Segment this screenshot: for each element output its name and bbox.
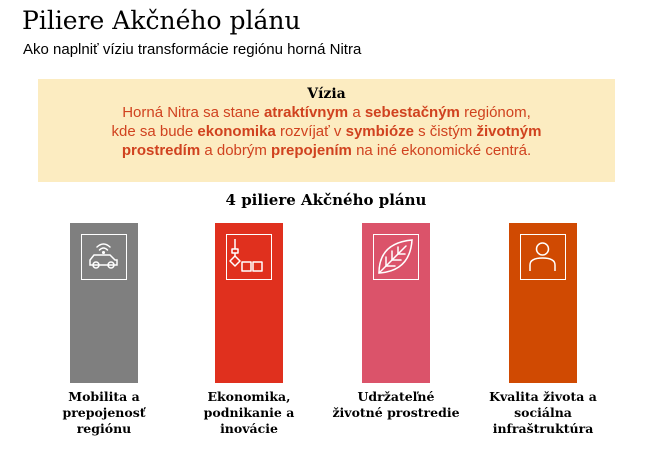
vision-keyword: ekonomika [197,123,276,140]
person-icon [520,234,566,280]
vision-keyword: symbióze [345,123,414,140]
vision-keyword: sebestačným [364,104,460,121]
vision-keyword: atraktívnym [263,104,349,121]
vision-text-part: Horná Nitra sa stane [122,104,264,121]
page-subtitle: Ako naplniť víziu transformácie regiónu horná Nitra [23,41,362,58]
vision-box [38,79,615,182]
pillar-label-quality-of-life: Kvalita života a sociálna infraštruktúra [489,389,597,436]
car-wifi-icon [81,234,127,280]
pillar-economy [215,223,283,383]
vision-keyword: životným prostredím [121,123,542,159]
crane-boxes-icon [226,234,272,280]
vision-text-part: regiónom, kde sa bude [111,104,531,140]
vision-text-part: a dobrým [200,142,272,159]
vision-text-part: a [348,104,365,121]
pillar-quality-of-life [509,223,577,383]
vision-text [112,103,542,160]
vision-text-part: rozvíjať v [275,123,346,140]
pillar-label-economy: Ekonomika, podnikanie a inovácie [203,389,295,436]
vision-title: Vízia [307,86,346,102]
vision-text-part: s čistým [413,123,477,140]
vision-text-part: na iné ekonomické centrá. [351,142,532,159]
leaf-icon [373,234,419,280]
pillar-environment [362,223,430,383]
pillar-label-mobility: Mobilita a prepojenosť regiónu [62,389,146,436]
page-title: Piliere Akčného plánu [22,6,301,35]
pillar-label-environment: Udržateľné životné prostredie [332,389,460,420]
pillars-heading: 4 piliere Akčného plánu [225,191,427,209]
vision-keyword: prepojením [271,142,352,159]
pillar-mobility [70,223,138,383]
